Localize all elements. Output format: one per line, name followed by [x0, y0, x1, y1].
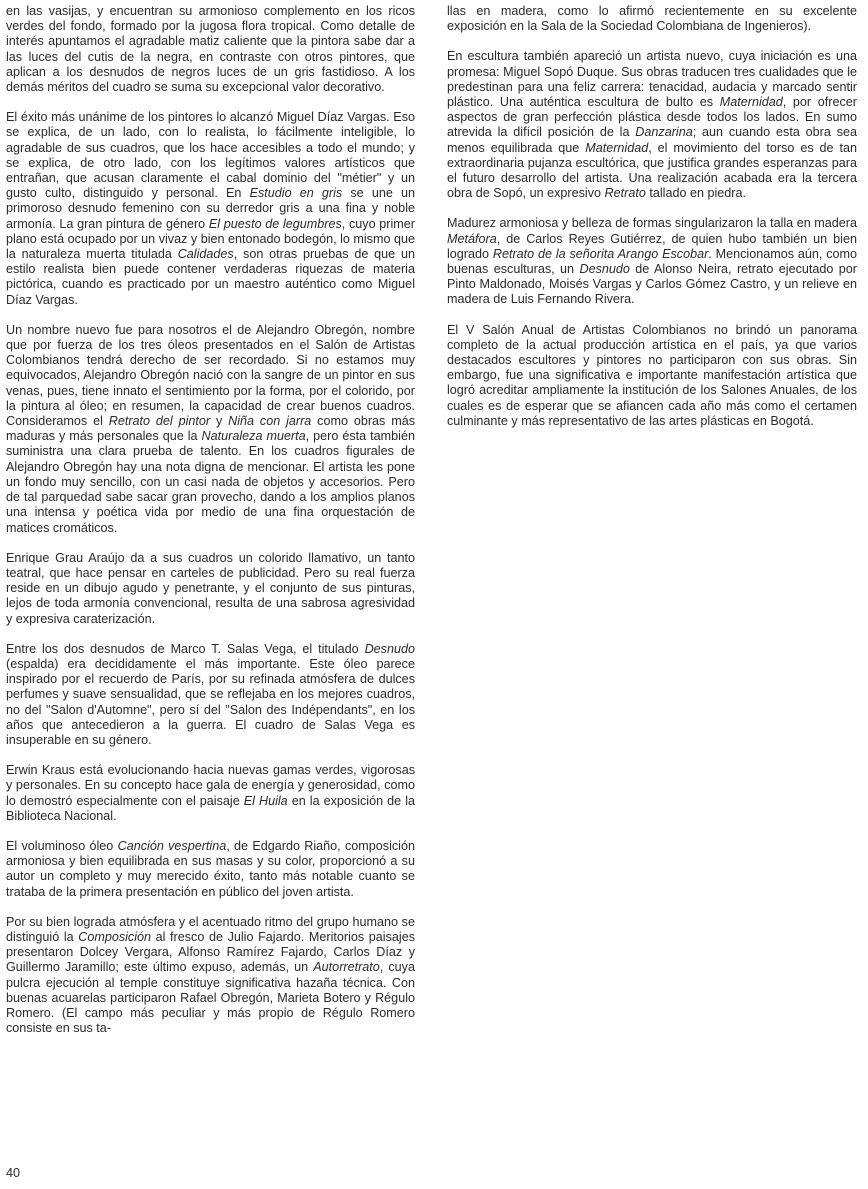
- italic-title-text: Retrato: [604, 186, 646, 201]
- paragraph-text: al fresco de Julio Fajardo. Meritorios paisajes presentaron Dolcey Vergara, Alfonso Ramírez Fajardo, Carlos Díaz y Guillermo Jaramillo; este último expuso, además, un: [6, 929, 415, 975]
- paragraph-text: tallado en piedra.: [645, 186, 746, 201]
- paragraph-text: . Mencionamos aún, como buenas esculturas, un: [447, 246, 858, 277]
- italic-title-text: Retrato de la señorita Arango Escobar: [492, 246, 709, 261]
- italic-title-text: Composición: [78, 929, 152, 944]
- italic-title-text: Metáfora: [447, 231, 497, 246]
- paragraph: [6, 915, 415, 1037]
- paragraph: [447, 216, 857, 307]
- paragraph-text: en las vasijas, y encuentran su armonioso complemento en los ricos verdes del fondo, formado por la jugosa flora tropical. Como detalle de interés apuntamos el agradable matiz caliente que la pintora sabe dar a las luces del cutis de la negra, en contraste con otros pintores, que aplican a los desnudos de negros luces de un gris fastidioso. A los demás méritos del cuadro se suma su excepcional valor decorativo.: [6, 4, 415, 95]
- italic-title-text: Canción vespertina: [117, 838, 227, 853]
- paragraph-text: , por ofrecer aspectos de gran perfección plástica desde todos los lados. En sumo atrevida la difícil posición de la: [447, 95, 857, 140]
- paragraph-text: Madurez armoniosa y belleza de formas singularizaron la talla en madera: [447, 216, 857, 231]
- paragraph-text: como obras más maduras y más personales que la: [6, 414, 416, 444]
- italic-title-text: Retrato del pintor: [108, 414, 211, 429]
- paragraph-text: (espalda) era decididamente el más importante. Este óleo parece inspirado por el recuerdo de París, por su refinada atmósfera de dulces perfumes y suave sensualidad, que se reflejaba en los mejores cuadros, no del "Salon d'Automne", pero sí del "Salon des Indépendants", en los años que antecedieron a la guerra. El cuadro de Salas Vega es insuperable en su género.: [6, 656, 415, 747]
- paragraph-text: y: [210, 414, 229, 429]
- paragraph-text: Por su bien lograda atmósfera y el acentuado ritmo del grupo humano se distinguió la: [6, 914, 415, 944]
- paragraph-text: Un nombre nuevo fue para nosotros el de Alejandro Obregón, nombre que por fuerza de los tres óleos presentados en el Salón de Artistas Colombianos tendrá derecho de ser recordado. Si no estamos muy equivocados, Alejandro Obregón nació con la sangre de un pintor en sus venas, pues, tiene innato el sentimiento por la forma, por el colorido, por la pintura al óleo; en resumen, la capacidad de crear buenos cuadros. Consideramos el: [6, 322, 415, 429]
- italic-title-text: Desnudo: [579, 262, 630, 277]
- paragraph-text: El éxito más unánime de los pintores lo alcanzó Miguel Díaz Vargas. Eso se explica, de un lado, con lo realista, lo fácilmente inteligible, lo agradable de sus cuadros, que los hace accesibles a todo el mundo; y se explica, de otro lado, con los legítimos valores artísticos que entrañan, que acusan claramente el cabal dominio del "métier" y un gusto culto, distinguido y personal. En: [6, 110, 415, 201]
- italic-title-text: Maternidad: [585, 140, 649, 155]
- italic-title-text: El Huila: [243, 793, 288, 808]
- italic-title-text: Danzarina: [635, 125, 693, 140]
- italic-title-text: Calidades: [177, 247, 234, 262]
- page-number: 40: [6, 1166, 21, 1180]
- paragraph-text: ; aun cuando esta obra sea menos equilibrada que: [447, 125, 857, 155]
- italic-title-text: Niña con jarra: [228, 414, 312, 429]
- paragraph-text: llas en madera, como lo afirmó recientemente en su excelente exposición en la Sala de la Sociedad Colombiana de Ingenieros).: [447, 4, 857, 34]
- paragraph: [447, 323, 857, 429]
- paragraph: [6, 839, 415, 900]
- italic-title-text: El puesto de legumbres: [208, 216, 342, 231]
- paragraph: [6, 323, 415, 536]
- italic-title-text: Desnudo: [364, 641, 415, 656]
- right-text-column: [447, 4, 857, 444]
- paragraph: [6, 110, 415, 308]
- paragraph-text: , cuyo primer plano está ocupado por un vivaz y bien entonado bodegón, lo mismo que la naturaleza muerta titulada: [6, 216, 415, 262]
- italic-title-text: Estudio en gris: [249, 186, 343, 201]
- paragraph: [447, 49, 857, 201]
- italic-title-text: Autorretrato: [313, 960, 380, 975]
- paragraph-text: Enrique Grau Araújo da a sus cuadros un colorido llamativo, un tanto teatral, que hace pensar en carteles de publicidad. Pero su real fuerza reside en un dibujo agudo y penetrante, y el conjunto de sus pinturas, lejos de toda armonía convencional, resulta de una sabrosa agresividad y expresiva caraterización.: [6, 550, 415, 626]
- paragraph: [6, 551, 415, 627]
- paragraph-text: El V Salón Anual de Artistas Colombianos no brindó un panorama completo de la actual producción artística en el país, ya que varios destacados escultores y pintores no participaron con sus obras. Sin embargo, fue una significativa e importante manifestación artística que logró acreditar ampliamente la institución de los Salones Anuales, de los cuales es de esperar que se afiancen cada año más como el certamen culminante y más representativo de las artes plásticas en Bogotá.: [447, 322, 857, 428]
- paragraph-text: , son otras pruebas de que un estilo realista bien puede contener verdaderas riquezas de materia pictórica, cuando es practicado por un maestro auténtico como Miguel Díaz Vargas.: [6, 247, 415, 307]
- paragraph-text: En escultura también apareció un artista nuevo, cuya iniciación es una promesa: Miguel Sopó Duque. Sus obras traducen tres cualidades que le predestinan para una feliz carrera: tenacidad, audacia y marcado sentir plástico. Una auténtica escultura de bulto es: [447, 49, 857, 110]
- paragraph: [447, 4, 857, 34]
- paragraph-text: , pero ésta también suministra una clara prueba de talento. En los cuadros figurales de Alejandro Obregón hay una nota digna de mencionar. El artista les pone un fondo muy sencillo, con un casi nada de objetos y accesorios. Pero de tal parquedad sabe sacar gran provecho, dando a los amplios planos una intensa y poética vida por medio de una fina orquestación de matices cromáticos.: [6, 429, 415, 535]
- paragraph: [6, 4, 415, 95]
- paragraph: [6, 763, 415, 824]
- paragraph-text: de Alonso Neira, retrato ejecutado por Pinto Maldonado, Moisés Vargas y Carlos Gómez Castro, y un relieve en madera de Luis Fernando Rivera.: [447, 262, 858, 307]
- paragraph-text: , cuya pulcra ejecución al temple constituye significativa hazaña técnica. Con buenas acuarelas participaron Rafael Obregón, Marieta Botero y Régulo Romero. (El campo más peculiar y más propio de Régulo Romero consiste en sus ta-: [6, 960, 415, 1036]
- paragraph-text: , el movimiento del torso es de tan extraordinaria pujanza escultórica, que justifica grandes esperanzas para el futuro desarrollo del artista. Una realización acabada era la tercera obra de Sopó, un expresivo: [447, 140, 857, 201]
- paragraph-text: Entre los dos desnudos de Marco T. Salas Vega, el titulado: [6, 641, 365, 656]
- paragraph-text: , de Carlos Reyes Gutiérrez, de quien hubo también un bien logrado: [447, 231, 857, 261]
- paragraph-text: El voluminoso óleo: [6, 838, 118, 853]
- left-text-column: [6, 4, 415, 1051]
- paragraph-text: , de Edgardo Riaño, composición armoniosa y bien equilibrada en sus masas y su color, proporcionó a su autor un completo y muy merecido éxito, tanto más notable cuanto se trataba de la primera presentación en público del joven artista.: [6, 838, 415, 899]
- paragraph-text: se une un primoroso desnudo femenino con su derredor gris a una fina y noble armonía. La gran pintura de género: [6, 186, 415, 231]
- paragraph-text: Erwin Kraus está evolucionando hacia nuevas gamas verdes, vigorosas y personales. En su concepto hace gala de energía y generosidad, como lo demostró especialmente con el paisaje: [6, 763, 415, 808]
- paragraph-text: en la exposición de la Biblioteca Nacional.: [6, 793, 415, 823]
- italic-title-text: Maternidad: [719, 95, 783, 110]
- paragraph: [6, 642, 415, 748]
- italic-title-text: Naturaleza muerta: [201, 429, 306, 444]
